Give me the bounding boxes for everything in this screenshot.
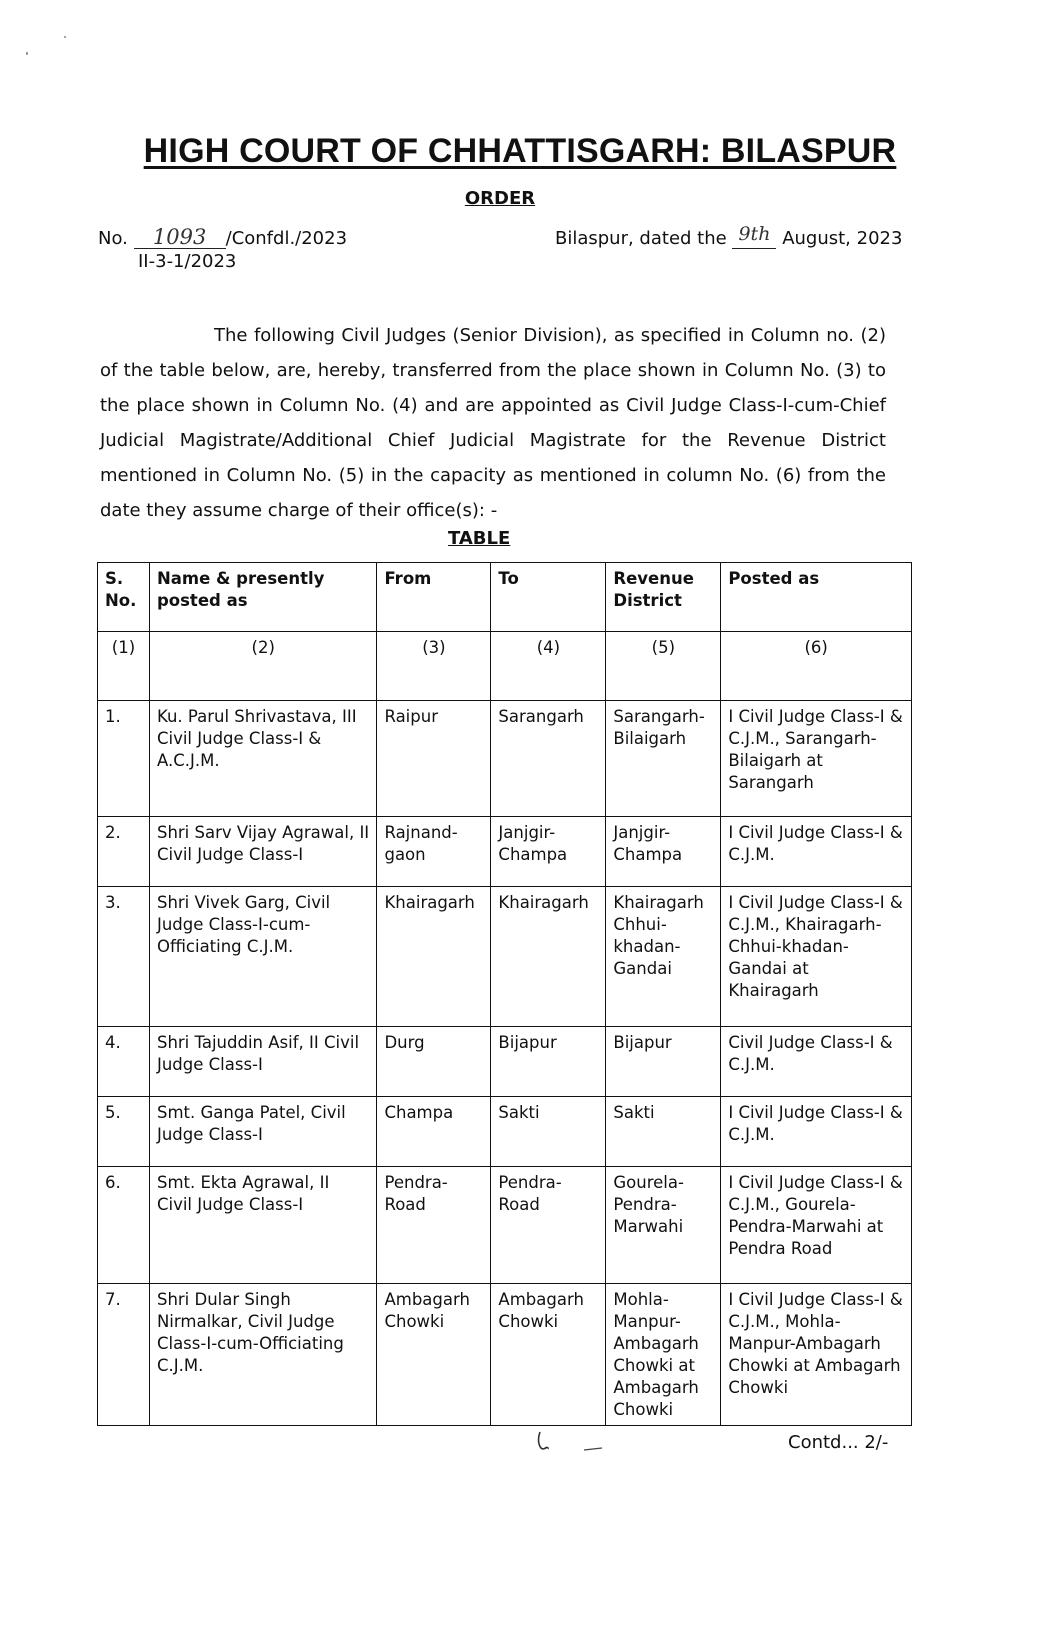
table-row <box>98 817 912 887</box>
cell-sno: 7. <box>98 1284 150 1426</box>
cell-from: Ambagarh Chowki <box>377 1284 491 1426</box>
cell-district: Janjgir-Champa <box>606 817 721 887</box>
cell-from: Rajnand-gaon <box>377 817 491 887</box>
order-number-line <box>98 225 348 249</box>
table-heading: TABLE <box>448 528 511 549</box>
order-number-handwritten: 1093 <box>152 225 207 249</box>
column-number: (2) <box>149 632 377 701</box>
order-number-label: No. <box>98 228 128 249</box>
cell-sno: 4. <box>98 1027 150 1097</box>
cell-posted: I Civil Judge Class-I & C.J.M., Sarangarh-Bilaigarh at Sarangarh <box>721 701 912 817</box>
cell-district: Khairagarh Chhui-khadan-Gandai <box>606 887 721 1027</box>
date-handwritten: 9th <box>738 223 771 245</box>
transfer-table <box>97 562 912 1426</box>
header-name: Name & presently posted as <box>149 563 377 632</box>
column-number: (3) <box>377 632 491 701</box>
cell-district: Mohla-Manpur-Ambagarh Chowki at Ambagarh Chowki <box>606 1284 721 1426</box>
order-date-line <box>555 223 903 249</box>
cell-district: Sakti <box>606 1097 721 1167</box>
cell-posted: I Civil Judge Class-I & C.J.M. <box>721 817 912 887</box>
cell-to: Janjgir-Champa <box>491 817 606 887</box>
table-header-row <box>98 563 912 632</box>
cell-district: Bijapur <box>606 1027 721 1097</box>
header-district: Revenue District <box>606 563 721 632</box>
cell-posted: Civil Judge Class-I & C.J.M. <box>721 1027 912 1097</box>
header-posted: Posted as <box>721 563 912 632</box>
date-suffix: August, 2023 <box>782 228 903 249</box>
table-row <box>98 1097 912 1167</box>
order-number-suffix: /Confdl./2023 <box>225 228 348 249</box>
date-blank <box>732 223 776 249</box>
cell-sno: 1. <box>98 701 150 817</box>
cell-name: Shri Dular Singh Nirmalkar, Civil Judge Class-I-cum-Officiating C.J.M. <box>149 1284 377 1426</box>
cell-to: Bijapur <box>491 1027 606 1097</box>
column-number: (5) <box>606 632 721 701</box>
table-row <box>98 1284 912 1426</box>
order-paragraph: The following Civil Judges (Senior Division), as specified in Column no. (2) of the table below, are, hereby, transferred from the place shown in Column No. (3) to the place shown in Column No. (4) and are appointed as Civil Judge Class-I-cum-Chief Judicial Magistrate/Additional Chief Judicial Magistrate for the Revenue District mentioned in Column No. (5) in the capacity as mentioned in column No. (6) from the date they assume charge of their office(s): - <box>100 325 886 521</box>
column-number: (4) <box>491 632 606 701</box>
table-row <box>98 1027 912 1097</box>
table-row <box>98 701 912 817</box>
order-number-blank <box>134 225 226 249</box>
court-title: HIGH COURT OF CHHATTISGARH: BILASPUR <box>143 132 897 170</box>
cell-from: Pendra-Road <box>377 1167 491 1284</box>
table-row <box>98 887 912 1027</box>
cell-district: Gourela-Pendra-Marwahi <box>606 1167 721 1284</box>
cell-to: Sakti <box>491 1097 606 1167</box>
cell-from: Champa <box>377 1097 491 1167</box>
column-number: (1) <box>98 632 150 701</box>
column-number: (6) <box>721 632 912 701</box>
cell-to: Pendra-Road <box>491 1167 606 1284</box>
cell-sno: 5. <box>98 1097 150 1167</box>
order-heading: ORDER <box>464 188 536 209</box>
cell-sno: 6. <box>98 1167 150 1284</box>
cell-district: Sarangarh-Bilaigarh <box>606 701 721 817</box>
cell-from: Durg <box>377 1027 491 1097</box>
cell-name: Shri Tajuddin Asif, II Civil Judge Class-I <box>149 1027 377 1097</box>
cell-from: Khairagarh <box>377 887 491 1027</box>
cell-posted: I Civil Judge Class-I & C.J.M., Mohla-Manpur-Ambagarh Chowki at Ambagarh Chowki <box>721 1284 912 1426</box>
cell-to: Sarangarh <box>491 701 606 817</box>
scan-speck <box>26 52 28 55</box>
cell-name: Shri Sarv Vijay Agrawal, II Civil Judge Class-I <box>149 817 377 887</box>
scan-speck <box>64 36 66 38</box>
table-row <box>98 1167 912 1284</box>
cell-name: Smt. Ganga Patel, Civil Judge Class-I <box>149 1097 377 1167</box>
cell-posted: I Civil Judge Class-I & C.J.M., Khairagarh-Chhui-khadan-Gandai at Khairagarh <box>721 887 912 1027</box>
column-number-row <box>98 632 912 701</box>
cell-to: Khairagarh <box>491 887 606 1027</box>
continued-note: Contd... 2/- <box>788 1432 889 1453</box>
cell-to: Ambagarh Chowki <box>491 1284 606 1426</box>
cell-sno: 2. <box>98 817 150 887</box>
cell-name: Ku. Parul Shrivastava, III Civil Judge Class-I & A.C.J.M. <box>149 701 377 817</box>
header-from: From <box>377 563 491 632</box>
cell-name: Shri Vivek Garg, Civil Judge Class-I-cum-Officiating C.J.M. <box>149 887 377 1027</box>
file-number: II-3-1/2023 <box>138 251 237 272</box>
handwritten-initials-mark <box>532 1428 612 1454</box>
cell-name: Smt. Ekta Agrawal, II Civil Judge Class-I <box>149 1167 377 1284</box>
header-to: To <box>491 563 606 632</box>
cell-sno: 3. <box>98 887 150 1027</box>
header-sno: S. No. <box>98 563 150 632</box>
date-prefix: Bilaspur, dated the <box>555 228 727 249</box>
cell-from: Raipur <box>377 701 491 817</box>
cell-posted: I Civil Judge Class-I & C.J.M. <box>721 1097 912 1167</box>
cell-posted: I Civil Judge Class-I & C.J.M., Gourela-Pendra-Marwahi at Pendra Road <box>721 1167 912 1284</box>
